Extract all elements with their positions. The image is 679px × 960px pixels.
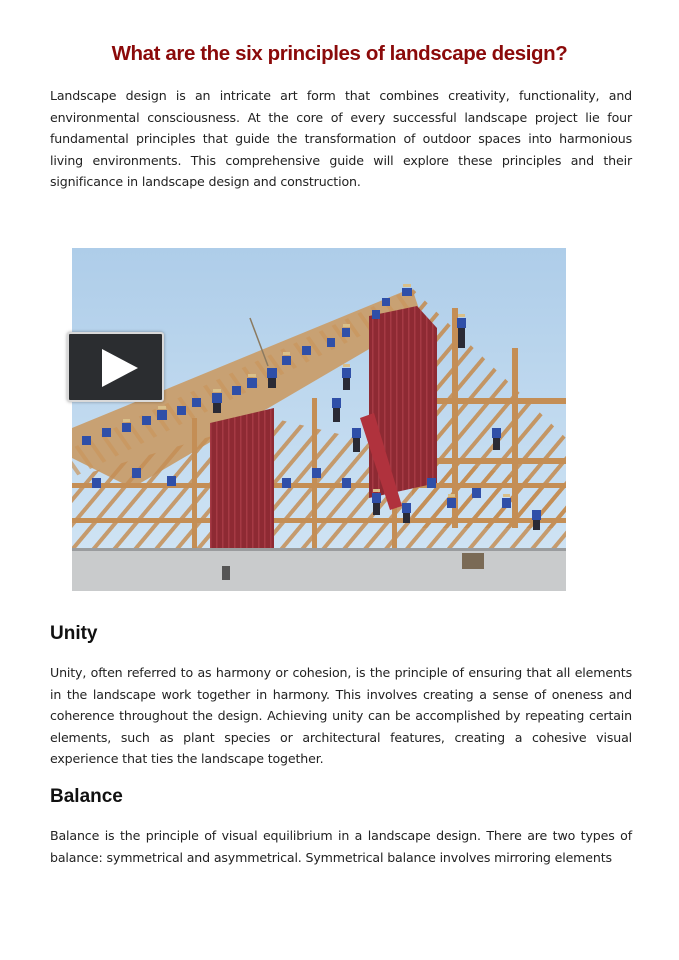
section-heading-unity: Unity [50, 623, 98, 644]
page-title: What are the six principles of landscape design? [111, 42, 568, 65]
section-heading-balance: Balance [50, 786, 123, 807]
barn-raising-photo [72, 248, 566, 591]
barn-raising-illustration [72, 248, 566, 591]
video-play-button[interactable] [67, 332, 164, 402]
intro-paragraph: Landscape design is an intricate art form that combines creativity, functionality, and environmental consciousness. At the core of every successful landscape project lie four fundamental principles that guide the transformation of outdoor spaces into harmonious living environments. This comprehensive guide will explore these principles and their significance in landscape design and construction. [50, 88, 632, 190]
play-icon [102, 349, 138, 387]
section-body-unity: Unity, often referred to as harmony or cohesion, is the principle of ensuring that all elements in the landscape work together in harmony. This involves creating a sense of oneness and coherence throughout the design. Achieving unity can be accomplished by repeating certain elements, such as plant species or architectural features, creating a cohesive visual experience that ties the landscape together. [50, 665, 632, 767]
section-body-balance: Balance is the principle of visual equilibrium in a landscape design. There are two types of balance: symmetrical and asymmetrical. Symmetrical balance involves mirroring elements [50, 828, 632, 865]
